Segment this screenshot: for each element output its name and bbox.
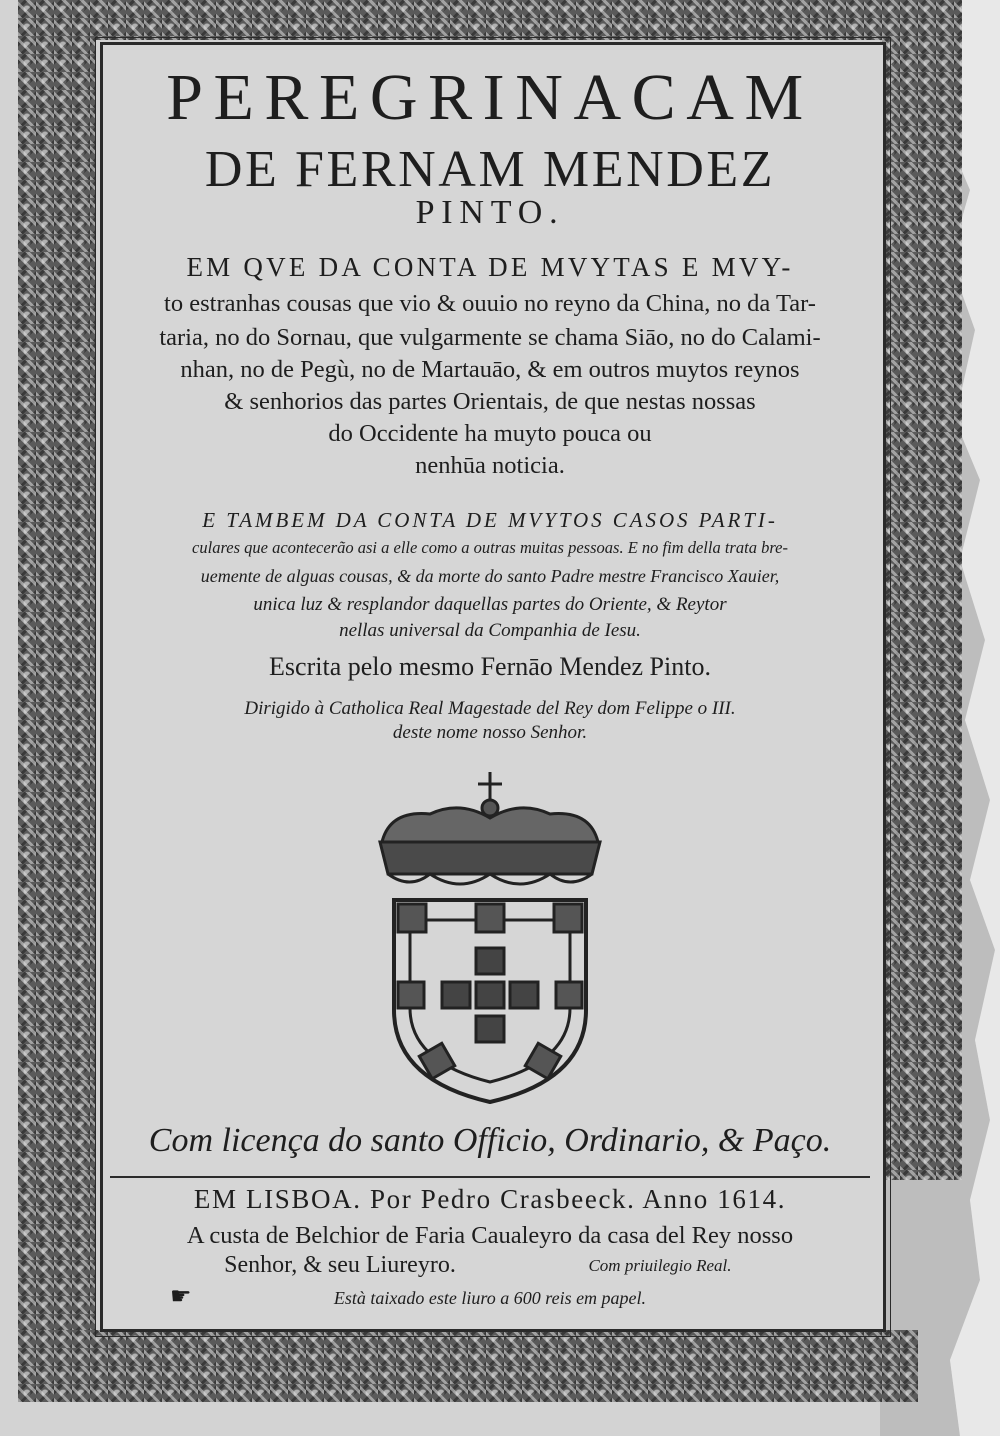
royal-coat-of-arms xyxy=(370,770,610,1110)
privilege-note: Com priuilegio Real. xyxy=(588,1256,732,1275)
cost-line: Senhor, & seu Liureyro. xyxy=(224,1252,456,1278)
also-line: E TAMBEM DA CONTA DE MVYTOS CASOS PARTI- xyxy=(202,508,778,532)
title-line-1: PEREGRINACAM xyxy=(166,61,814,134)
dedication-line: Dirigido à Catholica Real Magestade del Rey dom Felippe o III. xyxy=(244,698,736,719)
subtitle-line: nenhūa noticia. xyxy=(415,452,565,479)
ornamental-border-left xyxy=(18,0,96,1402)
subtitle-line: nhan, no de Pegù, no de Martauāo, & em outros muytos reynos xyxy=(180,356,800,383)
cost-line: A custa de Belchior de Faria Caualeyro da casa del Rey nosso xyxy=(186,1222,794,1249)
subtitle-line: do Occidente ha muyto pouca ou xyxy=(328,420,652,447)
imprint-line: EM LISBOA. Por Pedro Crasbeeck. Anno 1614. xyxy=(193,1184,787,1214)
ornamental-border-top xyxy=(18,0,910,40)
price-line: Està taixado este liuro a 600 reis em papel. xyxy=(333,1288,647,1308)
subtitle-line: EM QVE DA CONTA DE MVYTAS E MVY- xyxy=(186,252,794,282)
license-line: Com licença do santo Officio, Ordinario, & Paço. xyxy=(148,1122,832,1159)
ornamental-border-right xyxy=(882,0,962,1180)
dedication-line: deste nome nosso Senhor. xyxy=(392,722,588,743)
also-line: uemente de alguas cousas, & da morte do santo Padre mestre Francisco Xauier, xyxy=(200,566,780,586)
also-line: nellas universal da Companhia de Iesu. xyxy=(339,620,641,641)
subtitle-line: & senhorios das partes Orientais, de que nestas nossas xyxy=(224,388,756,415)
also-line: culares que acontecerão asi a elle como a outras muitas pessoas. E no fim della trata bre- xyxy=(192,538,788,557)
author-line: Escrita pelo mesmo Fernāo Mendez Pinto. xyxy=(269,652,711,681)
subtitle-line: to estranhas cousas que vio & ouuio no reyno da China, no da Tar- xyxy=(164,290,816,317)
title-line-3: PINTO. xyxy=(415,194,565,231)
fleuron-icon: ☛ xyxy=(170,1284,192,1310)
subtitle-line: taria, no do Sornau, que vulgarmente se chama Siāo, no do Calami- xyxy=(159,324,821,351)
title-line-2: DE FERNAM MENDEZ xyxy=(204,141,776,198)
divider-rule xyxy=(110,1176,870,1178)
also-line: unica luz & resplandor daquellas partes do Oriente, & Reytor xyxy=(253,594,727,615)
ornamental-border-bottom xyxy=(18,1330,918,1402)
